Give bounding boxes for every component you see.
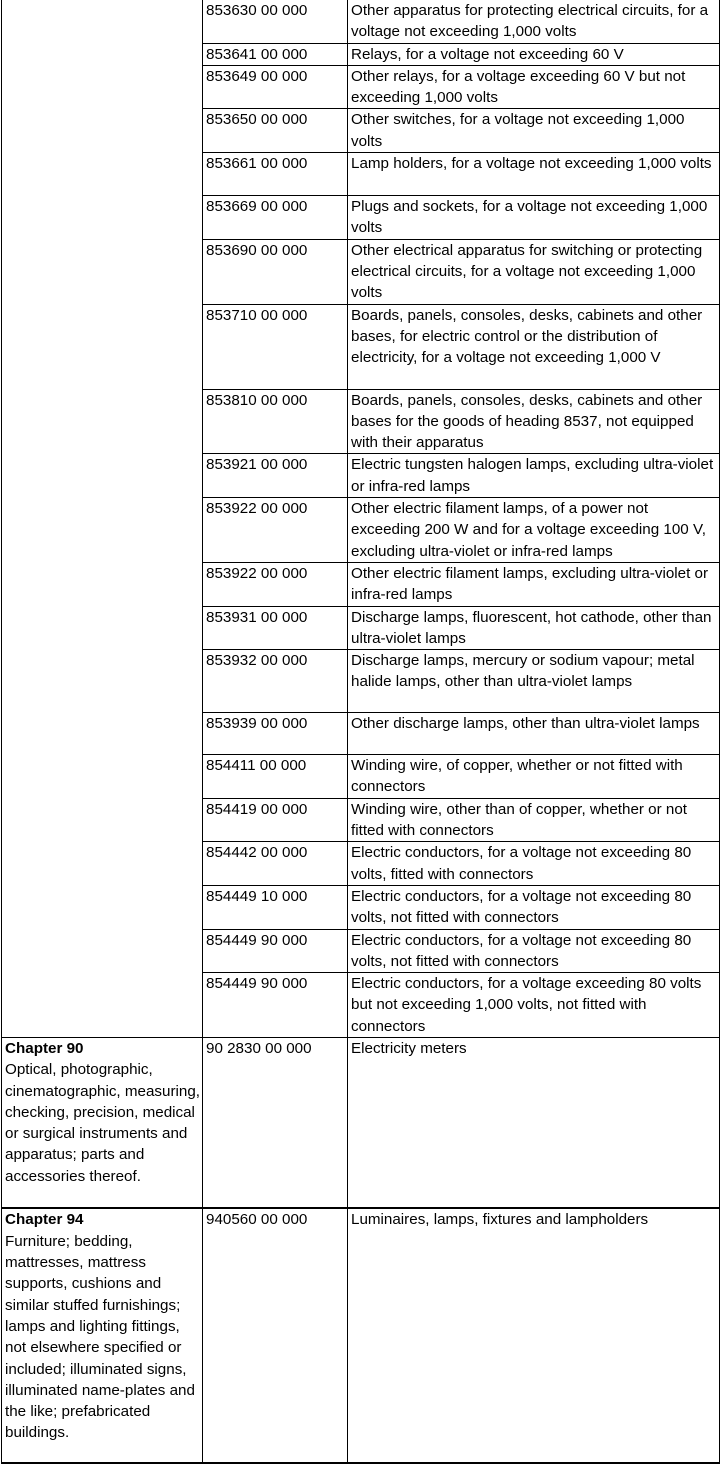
description-cell: Other apparatus for protecting electrical circuits, for a voltage not exceeding 1,000 volts	[348, 0, 720, 43]
description-cell: Electric conductors, for a voltage exceeding 80 volts but not exceeding 1,000 volts, not fitted with connectors	[348, 973, 720, 1038]
code-cell: 853690 00 000	[203, 239, 348, 304]
description-cell: Luminaires, lamps, fixtures and lampholders	[348, 1208, 720, 1463]
code-cell: 854449 90 000	[203, 973, 348, 1038]
code-cell: 90 2830 00 000	[203, 1037, 348, 1208]
code-cell: 854411 00 000	[203, 755, 348, 799]
description-cell: Other relays, for a voltage exceeding 60 V but not exceeding 1,000 volts	[348, 65, 720, 109]
code-cell: 853922 00 000	[203, 562, 348, 606]
code-cell: 854449 90 000	[203, 929, 348, 973]
code-cell: 853649 00 000	[203, 65, 348, 109]
code-cell: 853921 00 000	[203, 454, 348, 498]
code-cell: 854442 00 000	[203, 842, 348, 886]
chapter-description: Optical, photographic, cinematographic, measuring, checking, precision, medical or surgical instruments and apparatus; parts and accessories thereof.	[5, 1061, 201, 1185]
description-cell: Winding wire, other than of copper, whether or not fitted with connectors	[348, 798, 720, 842]
description-cell: Other discharge lamps, other than ultra-violet lamps	[348, 713, 720, 755]
chapter-description: Furniture; bedding, mattresses, mattress supports, cushions and similar stuffed furnishings; lamps and lighting fittings, not elsewhere specified or included; illuminated signs, illuminated name-plates and the like; prefabricated buildings.	[5, 1232, 195, 1442]
table-row	[2, 0, 720, 43]
code-cell: 853710 00 000	[203, 304, 348, 389]
code-cell: 853922 00 000	[203, 498, 348, 563]
code-cell: 853669 00 000	[203, 196, 348, 240]
chapter-cell-continued	[2, 0, 203, 1037]
description-cell: Other switches, for a voltage not exceeding 1,000 volts	[348, 109, 720, 153]
description-cell: Electric conductors, for a voltage not exceeding 80 volts, fitted with connectors	[348, 842, 720, 886]
description-cell: Boards, panels, consoles, desks, cabinets and other bases, for electric control or the distribution of electricity, for a voltage not exceeding 1,000 V	[348, 304, 720, 389]
code-cell: 853810 00 000	[203, 389, 348, 454]
description-cell: Other electric filament lamps, of a power not exceeding 200 W and for a voltage exceeding 100 V, excluding ultra-violet or infra-red lamps	[348, 498, 720, 563]
description-cell: Electricity meters	[348, 1037, 720, 1208]
code-cell: 853630 00 000	[203, 0, 348, 43]
code-cell: 854419 00 000	[203, 798, 348, 842]
code-cell: 853931 00 000	[203, 606, 348, 650]
code-cell: 853939 00 000	[203, 713, 348, 755]
description-cell: Discharge lamps, fluorescent, hot cathode, other than ultra-violet lamps	[348, 606, 720, 650]
description-cell: Electric tungsten halogen lamps, excluding ultra-violet or infra-red lamps	[348, 454, 720, 498]
description-cell: Lamp holders, for a voltage not exceeding 1,000 volts	[348, 153, 720, 196]
chapter-row	[2, 1037, 720, 1208]
chapter-cell	[2, 1037, 203, 1208]
description-cell: Electric conductors, for a voltage not exceeding 80 volts, not fitted with connectors	[348, 885, 720, 929]
code-cell: 853661 00 000	[203, 153, 348, 196]
description-cell: Discharge lamps, mercury or sodium vapour; metal halide lamps, other than ultra-violet lamps	[348, 650, 720, 713]
description-cell: Boards, panels, consoles, desks, cabinets and other bases for the goods of heading 8537, not equipped with their apparatus	[348, 389, 720, 454]
description-cell: Winding wire, of copper, whether or not fitted with connectors	[348, 755, 720, 799]
chapter-title: Chapter 94	[5, 1211, 84, 1229]
description-cell: Other electric filament lamps, excluding ultra-violet or infra-red lamps	[348, 562, 720, 606]
description-cell: Electric conductors, for a voltage not exceeding 80 volts, not fitted with connectors	[348, 929, 720, 973]
code-cell: 854449 10 000	[203, 885, 348, 929]
table-body	[2, 0, 720, 1463]
code-cell: 853641 00 000	[203, 43, 348, 65]
description-cell: Relays, for a voltage not exceeding 60 V	[348, 43, 720, 65]
chapter-row	[2, 1208, 720, 1463]
description-cell: Plugs and sockets, for a voltage not exceeding 1,000 volts	[348, 196, 720, 240]
code-cell: 853650 00 000	[203, 109, 348, 153]
code-cell: 853932 00 000	[203, 650, 348, 713]
chapter-cell	[2, 1208, 203, 1463]
code-cell: 940560 00 000	[203, 1208, 348, 1463]
description-cell: Other electrical apparatus for switching or protecting electrical circuits, for a voltage not exceeding 1,000 volts	[348, 239, 720, 304]
chapter-title: Chapter 90	[5, 1039, 84, 1057]
tariff-table	[1, 0, 720, 1464]
